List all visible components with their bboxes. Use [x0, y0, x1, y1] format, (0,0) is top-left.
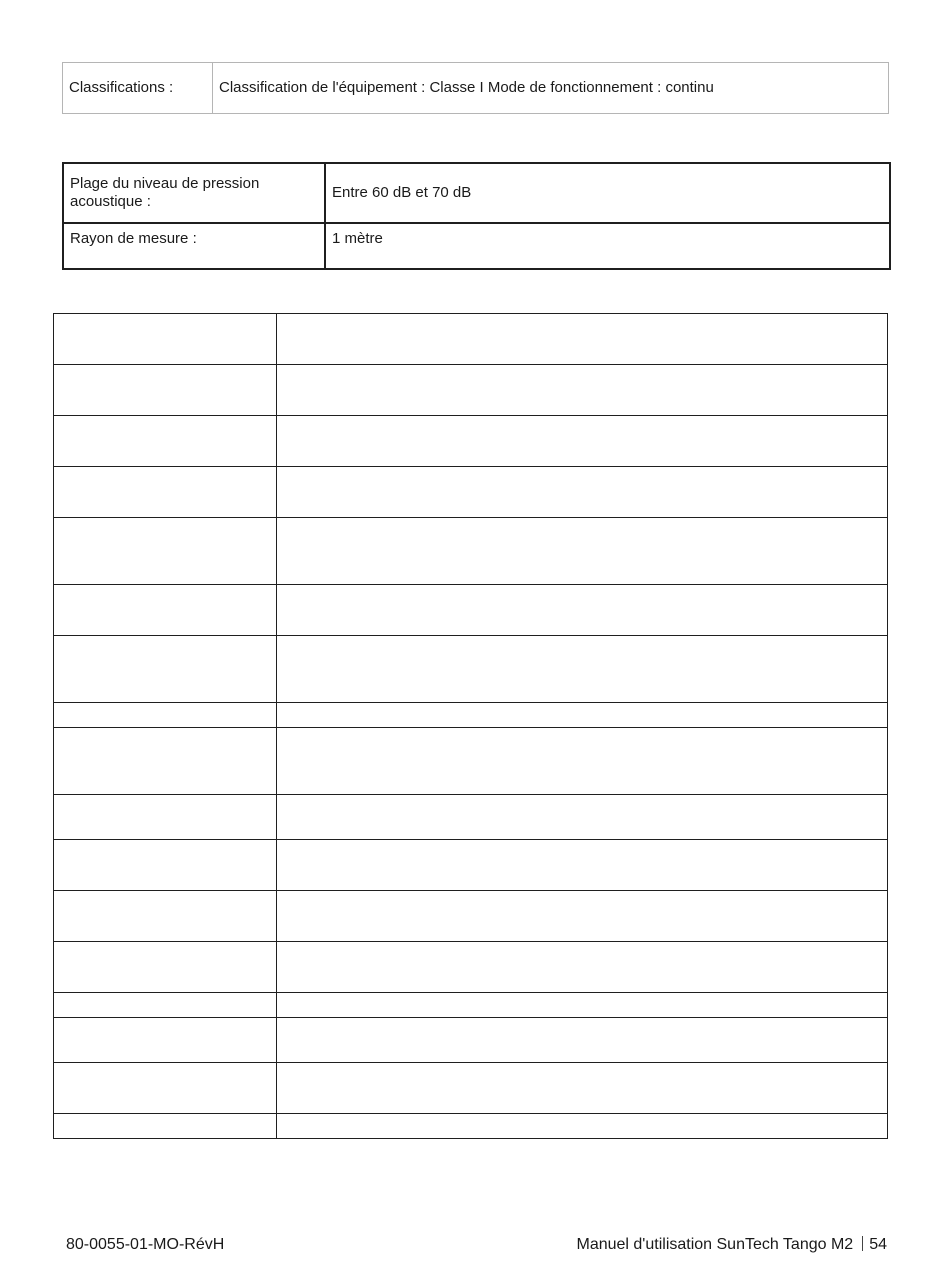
table-cell	[277, 518, 888, 585]
acoustic-table	[62, 162, 891, 270]
table-cell	[54, 942, 277, 993]
table-row	[54, 942, 888, 993]
footer-separator	[862, 1236, 863, 1251]
table-cell	[54, 518, 277, 585]
table-row	[63, 163, 890, 223]
table-cell	[54, 365, 277, 416]
table-cell	[54, 1063, 277, 1114]
table-row	[54, 1114, 888, 1139]
empty-specifications-table	[53, 313, 888, 1139]
table-cell	[277, 636, 888, 703]
manual-title: Manuel d'utilisation SunTech Tango M2	[576, 1236, 854, 1253]
table-row	[63, 223, 890, 269]
sound-pressure-value: Entre 60 dB et 70 dB	[325, 163, 890, 223]
table-cell	[277, 840, 888, 891]
table-row	[54, 1018, 888, 1063]
table-row	[54, 795, 888, 840]
table-row	[54, 1063, 888, 1114]
table-cell	[277, 365, 888, 416]
table-cell	[277, 1018, 888, 1063]
table-row	[54, 314, 888, 365]
table-row	[54, 840, 888, 891]
table-row	[54, 728, 888, 795]
table-cell	[277, 1114, 888, 1139]
classifications-value: Classification de l'équipement : Classe I Mode de fonctionnement : continu	[213, 63, 889, 114]
table-row	[54, 585, 888, 636]
table-cell	[54, 891, 277, 942]
table-cell	[277, 993, 888, 1018]
document-id: 80-0055-01-MO-RévH	[66, 1236, 225, 1253]
table-row	[54, 365, 888, 416]
table-cell	[54, 728, 277, 795]
table-row	[63, 63, 889, 114]
page-footer	[576, 1236, 887, 1254]
table-cell	[54, 1114, 277, 1139]
measurement-radius-value: 1 mètre	[325, 223, 890, 269]
table-cell	[54, 585, 277, 636]
table-cell	[54, 993, 277, 1018]
table-cell	[277, 728, 888, 795]
table-cell	[54, 1018, 277, 1063]
table-cell	[277, 1063, 888, 1114]
table-row	[54, 416, 888, 467]
sound-pressure-label: Plage du niveau de pression acoustique :	[63, 163, 325, 223]
table-row	[54, 518, 888, 585]
table-cell	[54, 795, 277, 840]
table-cell	[277, 942, 888, 993]
measurement-radius-label: Rayon de mesure :	[63, 223, 325, 269]
table-row	[54, 993, 888, 1018]
table-cell	[54, 314, 277, 365]
classifications-label: Classifications :	[63, 63, 213, 114]
table-cell	[277, 416, 888, 467]
table-row	[54, 891, 888, 942]
classifications-table	[62, 62, 889, 114]
table-row	[54, 467, 888, 518]
table-cell	[54, 416, 277, 467]
table-row	[54, 636, 888, 703]
table-cell	[277, 585, 888, 636]
table-row	[54, 703, 888, 728]
table-cell	[54, 703, 277, 728]
table-cell	[277, 891, 888, 942]
table-cell	[277, 314, 888, 365]
table-cell	[54, 467, 277, 518]
page-number: 54	[869, 1236, 887, 1253]
table-cell	[277, 703, 888, 728]
table-cell	[54, 636, 277, 703]
table-cell	[54, 840, 277, 891]
table-cell	[277, 467, 888, 518]
table-cell	[277, 795, 888, 840]
